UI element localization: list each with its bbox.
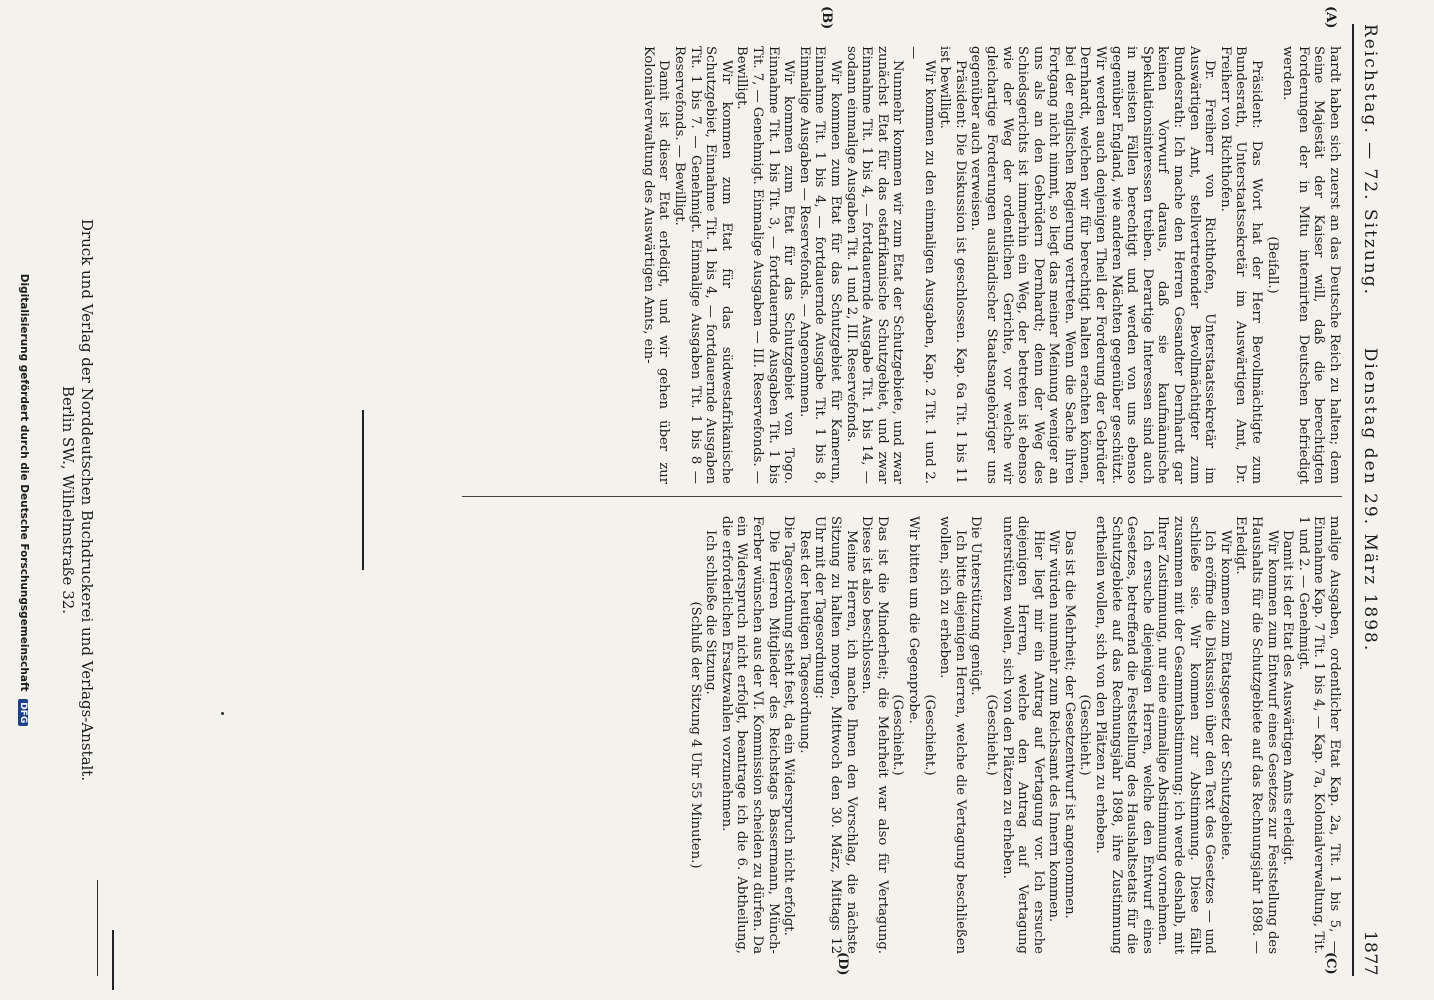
imprint <box>58 0 96 1000</box>
scan-artifact <box>365 584 366 586</box>
scan-speck <box>221 712 224 715</box>
paragraph: Damit ist der Etat des Auswärtigen Amts erledigt. <box>1280 530 1296 866</box>
digitization-note <box>18 0 30 1000</box>
page-header <box>1352 24 1380 976</box>
paragraph: hardt haben sich zuerst an das Deutsche Reich zu halten; denn Seine Majestät der Kaiser will, daß die berechtigten Forderungen der in Mitu internirten Deutschen befriedigt werden. <box>1280 46 1342 484</box>
paragraph: Wir würden nunmehr zum Reichsamt des Innern kommen. <box>1046 530 1062 923</box>
procedural-note: (Geschieht.) <box>983 694 999 776</box>
paragraph: Präsident: Die Diskussion ist geschlossen. Kap. 6a Tit. 1 bis 11 ist bewilligt. <box>937 46 968 484</box>
paragraph: Damit ist dieser Etat erledigt, und wir gehen über zur Kolonialverwaltung des Auswärtigen Amts, ein- <box>640 46 672 484</box>
procedural-note: (Geschieht.) <box>890 694 906 776</box>
paragraph: Wir kommen zum Etat für das südwestafrikanische Schutzgebiet, Einnahme Tit. 1 bis 4, — fortdauernde Ausgaben Tit. 1 bis 7. — Genehmigt. Einmalige Ausgaben Tit. 1 bis 8 — Reservefonds. — Bewilligt. <box>672 46 734 484</box>
margin-mark-a: (A) <box>1323 6 1338 29</box>
footer-rule <box>97 880 98 976</box>
scan-artifact <box>363 588 364 589</box>
right-column <box>687 516 1342 954</box>
paragraph: Wir bitten um die Gegenprobe. <box>905 516 921 724</box>
paragraph: Ich eröffne die Diskussion über den Text des Gesetzes — und schließe sie. Wir kommen zur Abstimmung. Diese fällt zusammen mit der Gesammtabstimmung; ich werde deshalb, mit Ihrer Zustimmung, nur eine einmalige Abstimmung vornehmen. <box>1155 516 1218 954</box>
margin-mark-c: (C) <box>1323 952 1338 975</box>
paragraph: malige Ausgaben, ordentlicher Etat Kap. 2a, Tit. 1 bis 5, — Einnahme Kap. 7 Tit. 1 bis 4, — Kap. 7a, Kolonialverwaltung, Tit. 1 und 2. — Genehmigt. <box>1295 516 1342 954</box>
paragraph: Dr. Freiherr von Richthofen, Unterstaatssekretär im Auswärtigen Amt, stellvertretender Bevollmächtigter zum Bundesrath: Ich mache den Herren Gesandter Dernhardt gar keinen Vorwurf daraus, daß sie kaufmännische Spekulationsinteressen treiben. Derartige Interessen sind auch in meisten Fällen berechtigt und werden von uns ebenso gegenüber England, wie anderen Mächten gegenüber geschützt. Wir werden auch denjenigen Theil der Forderung der Gebrüder Dernhardt, welchen wir für berechtigt halten erachten können, bei der englischen Regierung vertreten. Wenn die Sache ihren Fortgang nicht nimmt, so liegt das meiner Meinung weniger an uns als an den Gebrüdern Dernhardt; denn der Weg des Schiedsgerichts ist immerhin ein Weg, der betreten ist ebenso wie der Weg der ordentlichen Gerichte, vor welche wir gleichartige Forderungen ausländischer Staatsangehöriger uns gegenüber auch verweisen. <box>968 46 1218 484</box>
paragraph: Wir kommen zum Etat für das Schutzgebiet für Kamerun, Einnahme Tit. 1 bis 4, — fortdauernde Ausgabe Tit. 1 bis 8, Einmalige Ausgaben — Reservefonds. — Angenommen. <box>796 46 843 484</box>
margin-mark-d: (D) <box>835 952 850 976</box>
closing-note: (Schluß der Sitzung 4 Uhr 55 Minuten.) <box>687 601 703 869</box>
paragraph: Nunmehr kommen wir zum Etat der Schutzgebiete, und zwar zunächst Etat für das ostafrikanische Schutzgebiet, und zwar Einnahme Tit. 1 bis 4, — fortdauernde Ausgabe Tit. 1 bis 14, — sodann einmalige Ausgaben Tit. 1 und 2, III. Reservefonds. <box>843 46 906 484</box>
imprint-line-1: Druck und Verlag der Norddeutschen Buchdruckerei und Verlags-Anstalt. <box>78 218 96 782</box>
paragraph: Ich bitte diejenigen Herren, welche die Vertagung beschließen wollen, sich zu erheben. <box>937 516 968 954</box>
paragraph: Ich schließe die Sitzung. <box>703 530 719 695</box>
header-date: Dienstag den 29. März 1898. <box>1360 347 1380 653</box>
applause-note: (Beifall.) <box>1264 236 1280 294</box>
imprint-line-2: Berlin SW., Wilhelmstraße 32. <box>59 385 77 615</box>
margin-mark-b: (B) <box>819 6 834 30</box>
paragraph: Das ist die Mehrheit; der Gesetzentwurf ist angenommen. <box>1061 530 1077 919</box>
paragraph: Hier liegt mir ein Antrag auf Vertagung vor. Ich ersuche diejenigen Herren, welche den Antrag auf Vertagung unterstützen wollen, sich von den Plätzen zu erheben. <box>999 516 1046 954</box>
paragraph: Die Tagesordnung steht fest, da ein Widerspruch nicht erfolgt. <box>781 516 797 936</box>
paragraph: Wir kommen zum Etatsgesetz der Schutzgebiete. <box>1217 530 1233 861</box>
left-column <box>640 46 1342 484</box>
procedural-note: (Geschieht.) <box>921 694 937 776</box>
paragraph: Meine Herren, ich mache Ihnen den Vorschlag, die nächste Sitzung zu halten morgen, Mittwoch den 30. März, Mittags 12 Uhr mit der Tagesordnung: <box>812 516 859 954</box>
paragraph: Ich ersuche diejenigen Herren, welche den Entwurf eines Gesetzes, betreffend die Feststellung des Haushaltsetats für die Schutzgebiete auf das Rechnungsjahr 1898, ihre Zustimmung ertheilen wollen, sich von den Plätzen zu erheben. <box>1093 516 1155 954</box>
paragraph: Wir kommen zum Entwurf eines Gesetzes zur Feststellung des Haushalts für die Schutzgebiete auf das Rechnungsjahr 1898. — Erledigt. <box>1233 516 1280 954</box>
column-divider <box>462 496 1342 497</box>
horizontal-rule <box>362 410 364 570</box>
header-left: Reichstag. — 72. Sitzung. <box>1360 24 1380 297</box>
paragraph: Wir kommen zum Etat für das Schutzgebiet von Togo. Einnahme Tit. 1 bis Tit. 3, — fortdauernde Ausgaben Tit. 1 bis Tit. 7, — Genehmigt. Einmalige Ausgaben — III. Reservefonds. — Bewilligt. <box>734 46 797 484</box>
procedural-note: (Geschieht.) <box>1077 694 1093 776</box>
paragraph: Das ist die Minderheit; die Mehrheit war also für Vertagung. Diese ist also beschlossen. <box>859 516 890 954</box>
page-number: 1877 <box>1360 930 1380 976</box>
digitization-text: Digitalisierung gefördert durch die Deutsche Forschungsgemeinschaft <box>18 273 30 692</box>
paragraph: Wir kommen zu den einmaligen Ausgaben, Kap. 2 Tit. 1 und 2. — <box>905 46 937 484</box>
paragraph: Die Herren Mitglieder des Reichstags Bassermann, Münch-Ferber wünschen aus der VI. Kommission scheiden zu dürfen. Da ein Widerspruch nicht erfolgt, beantrage ich die 6. Abtheilung, die erforderlichen Ersatzwahlen vorzunehmen. <box>718 516 781 954</box>
footer-separator <box>112 930 114 990</box>
paragraph: Präsident: Das Wort hat der Herr Bevollmächtigte zum Bundesrath, Unterstaatssekretär im Auswärtigen Amt, Dr. Freiherr von Richthofen. <box>1217 46 1265 484</box>
paragraph: Die Unterstützung genügt. <box>968 516 984 696</box>
dfg-logo: DFG <box>18 699 28 726</box>
paragraph: Rest der heutigen Tagesordnung. <box>796 530 812 754</box>
